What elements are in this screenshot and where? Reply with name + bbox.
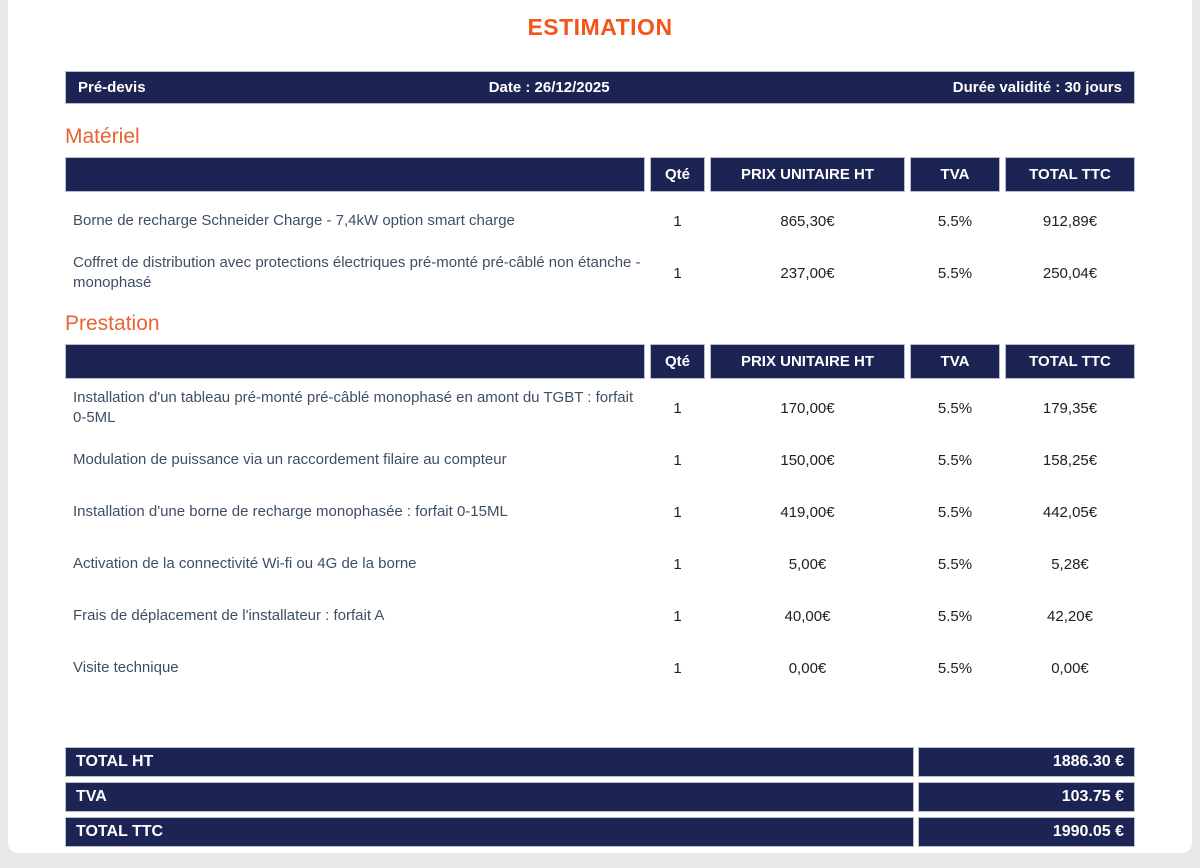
doc-type-label: Pré-devis xyxy=(78,79,146,96)
info-bar xyxy=(65,71,1135,104)
row-vat: 5.5% xyxy=(937,212,973,230)
row-vat: 5.5% xyxy=(937,555,973,573)
row-description: Borne de recharge Schneider Charge - 7,4kW option smart charge xyxy=(73,211,515,229)
table-row xyxy=(65,247,1135,299)
row-total: 5,28€ xyxy=(1051,555,1089,573)
materiel-table-body xyxy=(65,195,1135,299)
header-vat-cell: TVA xyxy=(910,157,1000,192)
section-title-prestation: Prestation xyxy=(65,312,160,335)
header-total-cell: TOTAL TTC xyxy=(1005,157,1135,192)
header-description-cell xyxy=(65,157,645,192)
validity-label: Durée validité : 30 jours xyxy=(952,79,1122,96)
row-unit-price: 865,30€ xyxy=(780,212,835,230)
table-row xyxy=(65,195,1135,247)
row-unit-price: 40,00€ xyxy=(784,607,831,625)
date-label: Date : 26/12/2025 xyxy=(488,79,610,96)
row-qty: 1 xyxy=(673,399,682,417)
total-ttc-value: 1990.05 € xyxy=(918,817,1135,847)
total-tva-value: 103.75 € xyxy=(918,782,1135,812)
document-content xyxy=(8,0,1192,847)
row-description: Activation de la connectivité Wi-fi ou 4G de la borne xyxy=(73,554,417,572)
header-vat-cell: TVA xyxy=(910,344,1000,379)
total-ttc-label: TOTAL TTC xyxy=(65,817,914,847)
header-unit-price-cell: PRIX UNITAIRE HT xyxy=(710,157,905,192)
table-row xyxy=(65,382,1135,434)
total-row-tva xyxy=(65,782,1135,812)
header-unit-price-cell: PRIX UNITAIRE HT xyxy=(710,344,905,379)
row-description: Visite technique xyxy=(73,658,179,676)
table-row xyxy=(65,590,1135,642)
page-title: ESTIMATION xyxy=(527,14,673,40)
section-title-materiel: Matériel xyxy=(65,125,140,148)
row-unit-price: 237,00€ xyxy=(780,264,835,282)
header-total-cell: TOTAL TTC xyxy=(1005,344,1135,379)
row-vat: 5.5% xyxy=(937,451,973,469)
header-qty-cell: Qté xyxy=(650,157,705,192)
row-total: 442,05€ xyxy=(1042,503,1098,521)
total-ht-value: 1886.30 € xyxy=(918,747,1135,777)
row-qty: 1 xyxy=(673,451,682,469)
row-total: 179,35€ xyxy=(1042,399,1098,417)
row-qty: 1 xyxy=(673,503,682,521)
table-row xyxy=(65,642,1135,694)
row-unit-price: 0,00€ xyxy=(788,659,827,677)
row-vat: 5.5% xyxy=(937,399,973,417)
row-description: Installation d'une borne de recharge monophasée : forfait 0-15ML xyxy=(73,502,508,520)
row-total: 42,20€ xyxy=(1047,607,1093,625)
row-description: Coffret de distribution avec protections électriques pré-monté pré-câblé non étanche - monophasé xyxy=(73,253,641,291)
row-qty: 1 xyxy=(673,659,682,677)
total-ht-label: TOTAL HT xyxy=(65,747,914,777)
table-row xyxy=(65,434,1135,486)
table-row xyxy=(65,486,1135,538)
row-unit-price: 170,00€ xyxy=(780,399,835,417)
row-unit-price: 5,00€ xyxy=(788,555,827,573)
table-row xyxy=(65,538,1135,590)
header-description-cell xyxy=(65,344,645,379)
totals-block xyxy=(65,747,1135,847)
row-description: Frais de déplacement de l'installateur : forfait A xyxy=(73,606,385,624)
row-qty: 1 xyxy=(673,212,682,230)
row-qty: 1 xyxy=(673,264,682,282)
row-vat: 5.5% xyxy=(937,503,973,521)
row-total: 158,25€ xyxy=(1042,451,1098,469)
row-description: Installation d'un tableau pré-monté pré-câblé monophasé en amont du TGBT : forfait 0-5ML xyxy=(73,388,634,426)
row-description: Modulation de puissance via un raccordement filaire au compteur xyxy=(73,450,507,468)
prestation-table-header xyxy=(65,344,1135,379)
row-total: 250,04€ xyxy=(1042,264,1098,282)
row-qty: 1 xyxy=(673,555,682,573)
total-row-ttc xyxy=(65,817,1135,847)
row-unit-price: 150,00€ xyxy=(780,451,835,469)
prestation-table-body xyxy=(65,382,1135,694)
document-sheet xyxy=(8,0,1192,853)
row-vat: 5.5% xyxy=(937,659,973,677)
materiel-table-header xyxy=(65,157,1135,192)
header-qty-cell: Qté xyxy=(650,344,705,379)
total-row-ht xyxy=(65,747,1135,777)
row-vat: 5.5% xyxy=(937,607,973,625)
row-unit-price: 419,00€ xyxy=(780,503,835,521)
row-total: 0,00€ xyxy=(1051,659,1089,677)
row-qty: 1 xyxy=(673,607,682,625)
row-vat: 5.5% xyxy=(937,264,973,282)
row-total: 912,89€ xyxy=(1042,212,1098,230)
total-tva-label: TVA xyxy=(65,782,914,812)
